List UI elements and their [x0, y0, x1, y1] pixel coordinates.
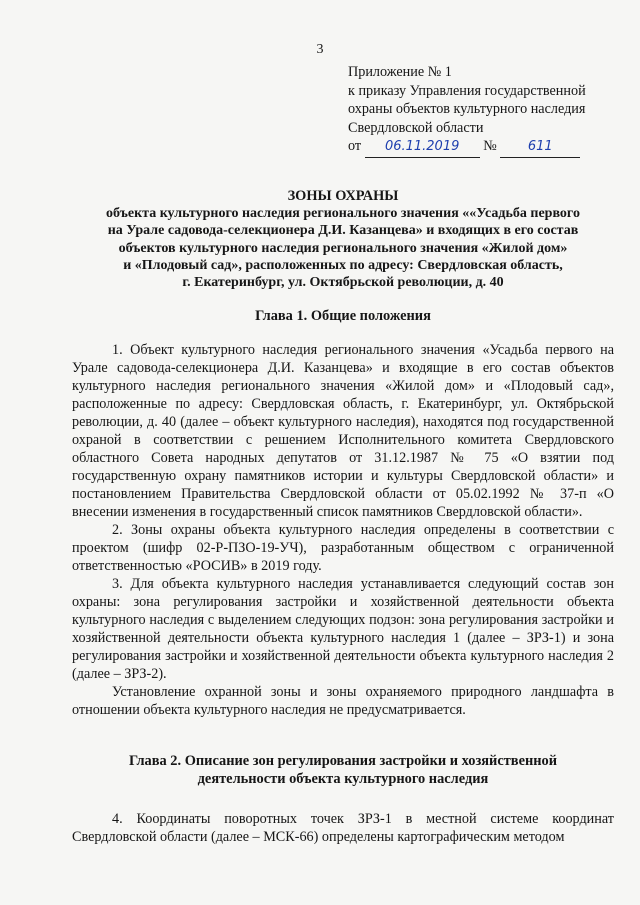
appendix-line: Приложение № 1 [348, 64, 452, 80]
title-subtitle-line: г. Екатеринбург, ул. Октябрьской революции, д. 40 [182, 275, 504, 291]
number-label: № [483, 138, 497, 154]
chapter-2-body [72, 810, 614, 846]
paragraph: 4. Координаты поворотных точек ЗРЗ-1 в местной системе координат Свердловской области (далее – МСК-66) определены картографическим методом [72, 811, 614, 845]
paragraph: 2. Зоны охраны объекта культурного наследия определены в соответствии с проектом (шифр 02-Р-ПЗО-19-УЧ), разработанным обществом с ограниченной ответственностью «РОСИВ» в 2019 году. [72, 522, 614, 574]
appendix-block [348, 63, 586, 158]
chapter-2-heading-line: деятельности объекта культурного наследия [197, 771, 489, 787]
title-subtitle-line: объектов культурного наследия регионального значения «Жилой дом» [118, 240, 568, 256]
appendix-line: Свердловской области [348, 119, 484, 136]
title-main: ЗОНЫ ОХРАНЫ [287, 188, 399, 204]
paragraph: Установление охранной зоны и зоны охраняемого природного ландшафта в отношении объекта культурного наследия не предусматривается. [72, 684, 614, 718]
title-subtitle-line: и «Плодовый сад», расположенных по адресу: Свердловская область, [123, 257, 563, 273]
chapter-2-heading-line: Глава 2. Описание зон регулирования застройки и хозяйственной [128, 753, 558, 769]
handwritten-number: 611 [500, 138, 580, 158]
chapter-2-heading [48, 752, 638, 788]
paragraph: 3. Для объекта культурного наследия устанавливается следующий состав зон охраны: зона регулирования застройки и хозяйственной деятельности объекта культурного наследия с выделением следующих подзон: зона регулирования застройки и хозяйственной деятельности объекта культурного наследия 1 (далее – ЗРЗ-1) и зона регулирования застройки и хозяйственной деятельности объекта культурного наследия 2 (далее – ЗРЗ-2). [72, 576, 614, 682]
appendix-line: охраны объектов культурного наследия [348, 101, 586, 117]
chapter-1-heading: Глава 1. Общие положения [255, 308, 431, 324]
appendix-line: к приказу Управления государственной [348, 82, 586, 99]
page-number: 3 [316, 42, 324, 57]
appendix-date-line [348, 137, 586, 158]
paragraph: 1. Объект культурного наследия регионального значения «Усадьба первого на Урале садовода-селекционера Д.И. Казанцева» и входящие в его состав объектов культурного наследия регионального значения «Жилой дом» и «Плодовый сад», расположенные по адресу: Свердловская область, г. Екатеринбург, ул. Октябрьской революции, д. 40 (далее – объект культурного наследия), находятся под государственной охраной в соответствии с решением Исполнительного комитета Свердловского областного Совета народных депутатов от 31.12.1987 № 75 «О взятии под государственную охрану памятников истории и культуры Свердловской области» и постановлением Правительства Свердловской области от 05.02.1992 № 37-п «О внесении изменения в государственный список памятников Свердловской области». [72, 342, 614, 520]
title-subtitle-line: на Урале садовода-селекционера Д.И. Казанцева» и входящих в его состав [107, 223, 579, 239]
chapter-1-body [72, 341, 614, 719]
date-prefix: от [348, 138, 362, 154]
handwritten-date: 06.11.2019 [365, 138, 480, 158]
title-subtitle-line: объекта культурного наследия регионального значения ««Усадьба первого [106, 206, 580, 222]
document-title [48, 188, 638, 291]
